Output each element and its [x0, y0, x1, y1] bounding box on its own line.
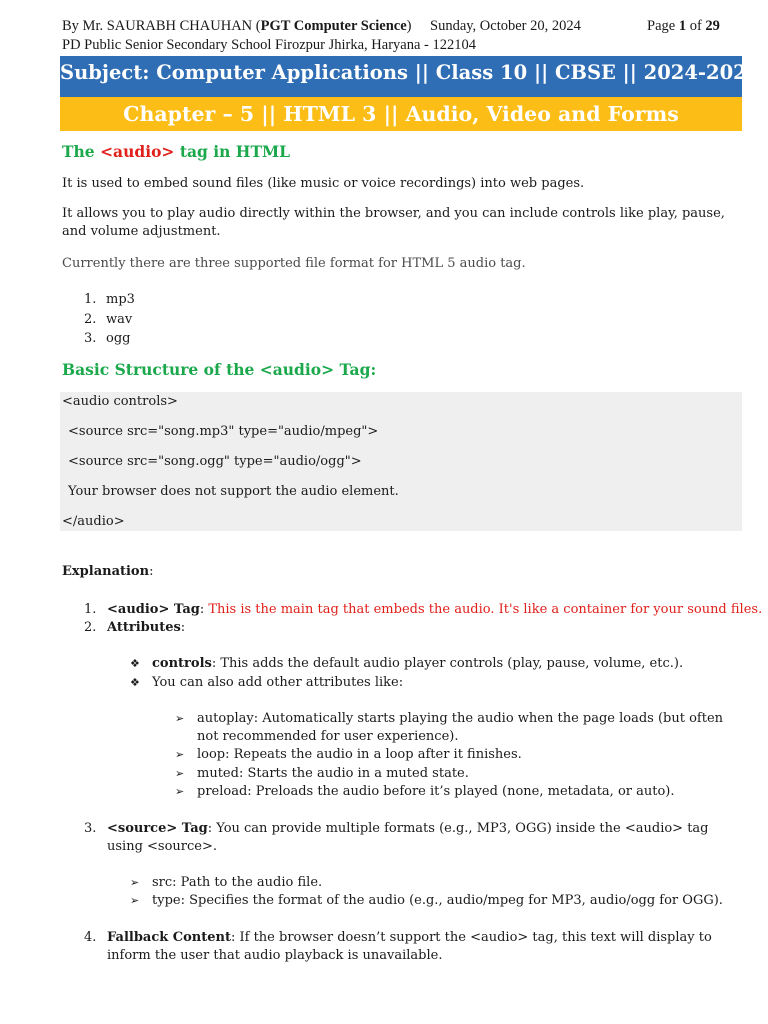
item-number: 3.: [84, 821, 97, 836]
code-line: </audio>: [62, 514, 125, 529]
list-item: [62, 329, 135, 349]
code-line: <audio controls>: [62, 394, 178, 409]
item-label: <source> Tag: [107, 821, 208, 836]
attr-item: muted: Starts the audio in a muted state.: [197, 766, 469, 781]
audio-controls-paragraph: It allows you to play audio directly within the browser, and you can include controls like play, pause, and volume adjustment.: [62, 206, 725, 239]
formats-list: [62, 290, 135, 349]
audio-tag-heading: [62, 142, 290, 161]
attr-label: controls: [152, 656, 212, 671]
diamond-bullet-icon: ❖: [130, 676, 140, 689]
explanation-label: Explanation: [62, 564, 150, 579]
list-item: [62, 290, 135, 310]
item-text: This is the main tag that embeds the audio. It's like a container for your sound files.: [208, 602, 763, 617]
subject-banner: Subject: Computer Applications || Class 10 || CBSE || 2024-2025: [60, 56, 742, 97]
attr-item: preload: Preloads the audio before it’s played (none, metadata, or auto).: [197, 784, 675, 799]
header-date: Sunday, October 20, 2024: [430, 18, 581, 34]
page-num: 1: [678, 18, 687, 34]
explanation-colon: :: [149, 564, 154, 579]
item-number: 4.: [84, 930, 97, 945]
page-of: of: [686, 18, 706, 34]
chapter-banner: Chapter – 5 || HTML 3 || Audio, Video and Forms: [60, 97, 742, 131]
header-school: PD Public Senior Secondary School Firozpur Jhirka, Haryana - 122104: [62, 37, 476, 53]
code-line: Your browser does not support the audio element.: [68, 484, 399, 499]
attr-item: loop: Repeats the audio in a loop after it finishes.: [197, 747, 522, 762]
code-line: <source src="song.ogg" type="audio/ogg">: [68, 454, 362, 469]
author-prefix: By Mr. SAURABH CHAUHAN (: [62, 18, 261, 34]
author-role: PGT Computer Science: [260, 18, 407, 34]
list-text: wav: [106, 311, 133, 327]
attr-text: : This adds the default audio player controls (play, pause, volume, etc.).: [211, 656, 684, 671]
header-page-number: [647, 18, 720, 35]
arrow-bullet-icon: ➢: [175, 712, 185, 725]
item-label: Fallback Content: [107, 930, 231, 945]
item-number: 1.: [84, 602, 97, 617]
list-number: 3.: [84, 331, 97, 346]
explanation-item-audio: [107, 601, 763, 619]
explanation-item-source: [107, 820, 742, 856]
code-block: [60, 392, 742, 531]
arrow-bullet-icon: ➢: [175, 767, 185, 780]
list-text: ogg: [106, 331, 131, 346]
author-suffix: ): [406, 18, 412, 34]
basic-structure-heading: Basic Structure of the <audio> Tag:: [62, 360, 377, 379]
item-number: 2.: [84, 620, 97, 635]
header-author: [62, 18, 412, 35]
explanation-heading: [62, 563, 742, 581]
diamond-bullet-icon: ❖: [130, 657, 140, 670]
page-total: 29: [705, 18, 720, 34]
arrow-bullet-icon: ➢: [130, 876, 140, 889]
code-line: <source src="song.mp3" type="audio/mpeg">: [68, 424, 379, 439]
heading-prefix: The: [62, 142, 101, 161]
audio-intro-paragraph: It is used to embed sound files (like music or voice recordings) into web pages.: [62, 176, 585, 191]
item-text: : If the browser doesn’t support the <audio> tag, this text will display to inform the user that audio playback is unavailable.: [107, 930, 712, 963]
arrow-bullet-icon: ➢: [175, 748, 185, 761]
heading-suffix: tag in HTML: [174, 142, 291, 161]
item-colon: :: [180, 620, 186, 635]
source-item: src: Path to the audio file.: [152, 875, 323, 890]
item-label: <audio> Tag: [107, 602, 200, 617]
item-colon: :: [199, 602, 209, 617]
attr-other: You can also add other attributes like:: [152, 675, 404, 690]
arrow-bullet-icon: ➢: [130, 894, 140, 907]
heading-tag: <audio>: [100, 142, 175, 161]
item-label: Attributes: [107, 620, 181, 635]
formats-intro-paragraph: Currently there are three supported file format for HTML 5 audio tag.: [62, 256, 526, 271]
list-text: mp3: [106, 292, 135, 307]
arrow-bullet-icon: ➢: [175, 785, 185, 798]
list-number: 2.: [84, 311, 97, 327]
list-number: 1.: [84, 292, 97, 307]
explanation-item-fallback: [107, 929, 742, 965]
attr-controls: [152, 655, 742, 673]
attr-item: autoplay: Automatically starts playing the audio when the page loads (but often not recommended for user experience).: [197, 711, 724, 744]
list-item: [62, 310, 135, 330]
page-label: Page: [647, 18, 679, 34]
source-item: type: Specifies the format of the audio (e.g., audio/mpeg for MP3, audio/ogg for OGG).: [152, 893, 723, 908]
explanation-item-attributes: [107, 619, 742, 637]
item-text: : You can provide multiple formats (e.g., MP3, OGG) inside the <audio> tag using <source>.: [107, 821, 709, 854]
